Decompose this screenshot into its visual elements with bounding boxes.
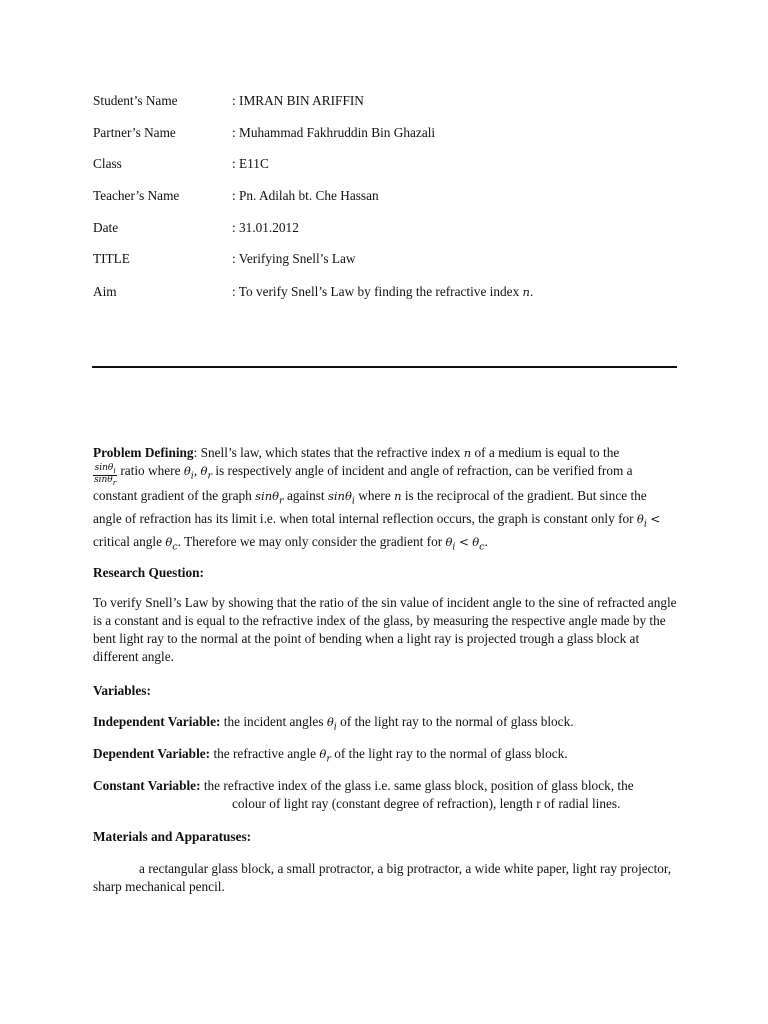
- problem-text-2: of a medium is equal to the: [474, 445, 620, 460]
- date-label: Date: [93, 220, 119, 235]
- problem-defining-paragraph: Problem Defining: Snell’s law, which states that the refractive index n of a medium is equal to the $\frac{\sin\theta_i}{\sin\theta_r}$ ratio where $\theta_i$, $\theta_r$ is respectively angle of incident and angle of refraction, can be verified from a constant gradient of the graph sinθ$_r$ against sinθ$_i$ where n is the reciprocal of the gradient. But since the angle of refraction has its limit i.e. when total internal reflection occurs, the graph is constant only for $\theta_i$ < critical angle $\theta_c$. Therefore we may only consider the gradient for $\theta_i < \theta_c$.: [93, 445, 661, 553]
- date-row: [93, 219, 693, 237]
- n-symbol: n: [394, 488, 402, 503]
- problem-text-1: : Snell’s law, which states that the refractive index: [193, 445, 461, 460]
- dependent-variable-label: Dependent Variable:: [93, 746, 211, 761]
- dependent-theta-r-symbol: $\theta_r$: [319, 747, 331, 765]
- problem-text-9: . Therefore we may only consider the gradient for: [177, 534, 443, 550]
- research-question-body: To verify Snell’s Law by showing that the ratio of the sin value of incident angle to the sine of refracted angle is a constant and is equal to the refractive index of the glass, by measuring the respective angle made by the bent light ray to the normal at the point of bending when a light ray is projected trough a glass block at different angle.: [93, 595, 677, 664]
- problem-text-4: is respectively angle of incident and angle of refraction, can be verified from a constant gradient of the graph: [93, 463, 633, 503]
- theta-i-condition-symbol: $\theta_i$: [636, 512, 647, 530]
- title-value: : Verifying Snell’s Law: [232, 251, 356, 266]
- aim-n-symbol: n: [522, 285, 530, 299]
- dependent-variable-text-a: the refractive angle: [213, 746, 317, 761]
- less-than-symbol: <: [650, 512, 661, 527]
- problem-defining-heading: Problem Defining: [93, 445, 194, 460]
- class-value: : E11C: [232, 156, 269, 171]
- teacher-name-label: Teacher’s Name: [93, 188, 180, 203]
- dependent-variable-paragraph: [93, 745, 677, 768]
- problem-text-5: against: [286, 487, 325, 503]
- refractive-index-symbol: n: [463, 446, 472, 460]
- independent-variable-paragraph: [93, 713, 677, 736]
- student-name-value: : IMRAN BIN ARIFFIN: [232, 93, 364, 108]
- independent-theta-i-symbol: $\theta_i$: [326, 715, 337, 733]
- theta-r-symbol: $\theta_r$: [200, 464, 213, 482]
- independent-variable-text-b: of the light ray to the normal of glass block.: [340, 714, 574, 729]
- class-label: Class: [93, 156, 122, 171]
- sine-ratio-fraction: [93, 464, 117, 487]
- aim-label: Aim: [93, 284, 117, 299]
- independent-variable-text-a: the incident angles: [223, 714, 324, 729]
- problem-text-10: .: [484, 534, 488, 550]
- teacher-name-value: : Pn. Adilah bt. Che Hassan: [232, 188, 379, 203]
- student-name-row: [93, 92, 693, 110]
- materials-heading-block: [93, 828, 677, 846]
- theta-c-final-symbol: $\theta_c$: [472, 535, 485, 553]
- theta-i-symbol: $\theta_i$: [183, 464, 194, 482]
- teacher-name-row: [93, 187, 693, 205]
- fraction-denominator: sinθ$_r$: [94, 475, 117, 487]
- aim-value: : To verify Snell’s Law by finding the refractive index n.: [232, 284, 534, 299]
- problem-text-8: critical angle: [93, 534, 163, 550]
- constant-variable-text-a: the refractive index of the glass i.e. same glass block, position of glass block, the: [203, 778, 634, 793]
- partner-name-value: : Muhammad Fakhruddin Bin Ghazali: [232, 125, 436, 140]
- less-than-final-symbol: <: [458, 535, 469, 550]
- student-name-label: Student’s Name: [93, 93, 178, 108]
- theta-c-symbol: $\theta_c$: [165, 535, 178, 553]
- fraction-numerator: sinθ$_i$: [94, 463, 116, 475]
- materials-body: a rectangular glass block, a small protractor, a big protractor, a wide white paper, light ray projector, sharp mechanical pencil.: [93, 861, 672, 894]
- problem-text-7: is the reciprocal of the gradient. But since the angle of refraction has its limit i.e. when total internal reflection occurs, the graph is constant only for: [93, 487, 647, 527]
- research-question-heading: Research Question:: [93, 565, 204, 580]
- variables-heading: Variables:: [93, 683, 151, 698]
- dependent-variable-text-b: of the light ray to the normal of glass block.: [334, 746, 568, 761]
- materials-heading: Materials and Apparatuses:: [93, 829, 252, 844]
- title-row: [93, 250, 693, 268]
- variables-heading-block: [93, 682, 677, 700]
- problem-text-6: where: [358, 487, 391, 503]
- aim-row: [93, 283, 693, 301]
- theta-i-final-symbol: $\theta_i$: [445, 535, 456, 553]
- partner-name-row: [93, 124, 693, 142]
- section-divider: [92, 366, 677, 368]
- class-row: [93, 155, 693, 173]
- partner-name-label: Partner’s Name: [93, 125, 176, 140]
- date-value: : 31.01.2012: [232, 220, 299, 235]
- constant-variable-text-b: colour of light ray (constant degree of refraction), length r of radial lines.: [232, 796, 621, 811]
- problem-text-3: ratio where: [120, 463, 181, 478]
- constant-variable-paragraph: [93, 777, 677, 813]
- research-question-heading-block: [93, 564, 677, 582]
- title-label: TITLE: [93, 251, 130, 266]
- sin-theta-i-symbol: sinθ$_i$: [327, 488, 355, 507]
- independent-variable-label: Independent Variable:: [93, 714, 221, 729]
- constant-variable-label: Constant Variable:: [93, 778, 201, 793]
- sin-theta-r-symbol: sinθ$_r$: [255, 488, 284, 507]
- aim-text: : To verify Snell’s Law by finding the refractive index: [232, 284, 520, 299]
